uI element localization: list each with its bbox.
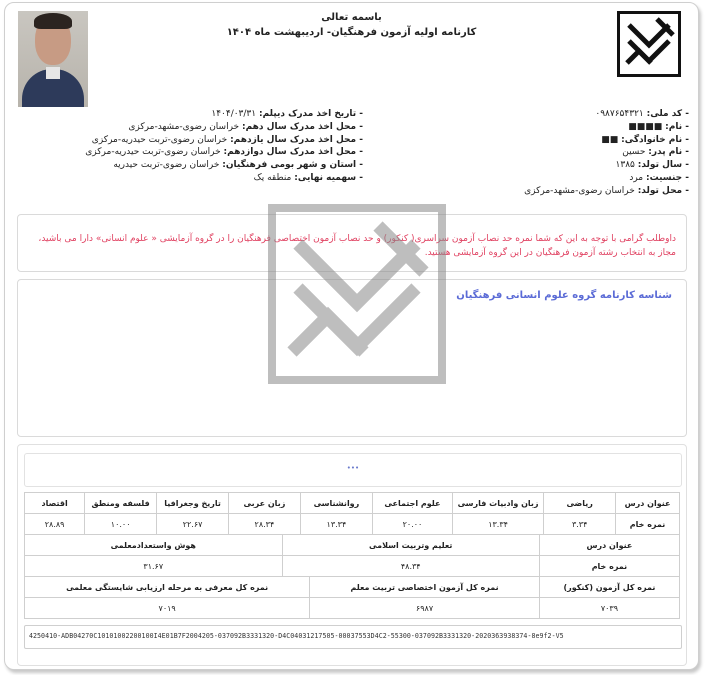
- info-gender: - جنسیت: مرد: [629, 172, 689, 183]
- header-title: باسمه تعالی: [321, 12, 382, 23]
- table-cell: ۱۳.۳۴: [300, 514, 372, 535]
- table-cell: ۴۸.۳۴: [282, 556, 539, 577]
- table-cell: ۱۳.۳۴: [452, 514, 543, 535]
- table-header: نمره کل آزمون (کنکور): [539, 577, 679, 598]
- grades-box: [17, 444, 687, 666]
- watermark-logo-icon: [268, 204, 446, 384]
- table-cell: ۲۸.۳۴: [229, 514, 301, 535]
- inner-code-bar: [24, 453, 682, 487]
- table-header: ریاضی: [544, 493, 616, 514]
- info-birth-place: - محل تولد: خراسان رضوی-مشهد-مرکزی: [524, 185, 689, 196]
- grades-table-2: [24, 534, 680, 577]
- header-subtitle: کارنامه اولیه آزمون فرهنگیان- اردیبهشت ماه ۱۴۰۴: [226, 27, 477, 38]
- report-card: [4, 2, 699, 670]
- table-cell: ۲۲.۶۷: [157, 514, 229, 535]
- info-final-quota: - سهمیه نهایی: منطقه یک: [253, 172, 363, 183]
- table-cell: ۷۰۳۹: [539, 598, 679, 619]
- verification-code-box: [24, 625, 682, 649]
- table-cell: ۱۰.۰۰: [85, 514, 157, 535]
- table-header: تاریخ وجغرافیا: [157, 493, 229, 514]
- table-header: نمره کل آزمون اختصاصی تربیت معلم: [310, 577, 540, 598]
- table-header: اقتصاد: [25, 493, 85, 514]
- info-grade10-place: - محل اخذ مدرک سال دهم: خراسان رضوی-مشهد-مرکزی: [128, 121, 363, 132]
- table-header: تعلیم وتربیت اسلامی: [282, 535, 539, 556]
- row-label: نمره خام: [539, 556, 679, 577]
- student-photo: [18, 11, 88, 107]
- info-birth-year: - سال تولد: ۱۳۸۵: [615, 160, 689, 171]
- notice-text: داوطلب گرامی با توجه به این که شما نمره حد نصاب آزمون سراسری( کنکور) و حد نصاب آزمون اختصاصی فرهنگیان را در گروه آزمایشی « علوم انسانی» دارا می باشید، مجاز به انتخاب رشته آزمون فرهنگیان در این گروه آزمایشی هستید.: [38, 234, 676, 258]
- table-header: زبان عربی: [229, 493, 301, 514]
- info-native-city: - استان و شهر بومی فرهنگیان: خراسان رضوی-تربت حیدریه: [113, 160, 363, 171]
- info-national-id: - کد ملی: ۰۹۸۷۶۵۴۳۲۱: [595, 109, 689, 119]
- verification-code: 4250410-ADB04270C10101002200100I4E01B7F2004205-037092B3331320-D4C04031217505-00037553D4C2-55300-037092B3331320-2020363938374-8e9f2-V5: [29, 632, 564, 640]
- table-header: عنوان درس: [539, 535, 679, 556]
- info-grade12-place: - محل اخذ مدرک سال دوازدهم: خراسان رضوی-تربت حیدریه-مرکزی: [85, 147, 363, 158]
- table-header: زبان وادبیات فارسی: [452, 493, 543, 514]
- row-label: نمره خام: [616, 514, 680, 535]
- info-diploma-date: - تاریخ اخذ مدرک دیپلم: ۱۴۰۴/۰۳/۳۱: [211, 109, 363, 119]
- table-header: علوم اجتماعی: [373, 493, 453, 514]
- info-last-name: - نام خانوادگی: ■■: [601, 134, 689, 145]
- grades-table-1: [24, 492, 680, 535]
- student-info-middle: [85, 109, 363, 186]
- table-cell: ۳۱.۶۷: [25, 556, 283, 577]
- table-header: فلسفه ومنطق: [85, 493, 157, 514]
- info-father-name: - نام پدر: حسین: [622, 147, 689, 158]
- table-cell: ۳.۳۴: [544, 514, 616, 535]
- table-header: روانشناسی: [300, 493, 372, 514]
- table-header: نمره کل معرفی به مرحله ارزیابی شایستگی معلمی: [25, 577, 310, 598]
- table-cell: ۲۰.۰۰: [373, 514, 453, 535]
- section-title: شناسه کارنامه گروه علوم انسانی فرهنگیان: [456, 290, 672, 301]
- table-cell: ۶۹۸۷: [310, 598, 540, 619]
- info-first-name: - نام: ■■■■: [628, 121, 689, 132]
- student-info-right: [469, 109, 689, 199]
- grades-table-3: [24, 576, 680, 619]
- inner-code: •••: [346, 464, 360, 472]
- table-header: عنوان درس: [616, 493, 680, 514]
- table-header: هوش واستعدادمعلمی: [25, 535, 283, 556]
- info-grade11-place: - محل اخذ مدرک سال یازدهم: خراسان رضوی-تربت حیدریه-مرکزی: [91, 134, 363, 145]
- table-cell: ۷۰۱۹: [25, 598, 310, 619]
- table-cell: ۲۸.۸۹: [25, 514, 85, 535]
- organization-logo-icon: [617, 11, 681, 77]
